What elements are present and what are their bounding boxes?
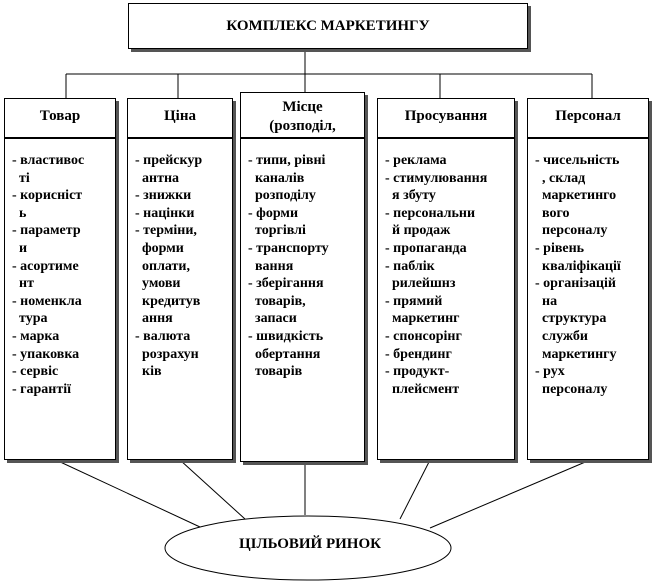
fan-line-5 — [430, 460, 590, 528]
list-item: - типи, рівні каналів розподілу — [248, 153, 326, 204]
column-head-price: Ціна — [164, 108, 196, 124]
list-item: - гарантії — [12, 381, 72, 397]
fan-line-1 — [56, 460, 200, 527]
list-item: - брендинг — [385, 346, 452, 362]
list-item: - властивос ті — [12, 153, 85, 186]
list-item: - зберігання товарів, запаси — [248, 276, 324, 327]
list-item: - валюта розрахун ків — [135, 328, 199, 380]
list-item: - пропаганда — [385, 240, 467, 256]
list-item: - знижки — [135, 188, 192, 204]
marketing-mix-title-box — [128, 3, 528, 49]
list-item: - рівень кваліфікації — [535, 240, 621, 274]
list-item: - рух персоналу — [535, 364, 608, 397]
column-list-personnel — [535, 152, 647, 398]
column-head-personnel: Персонал — [555, 108, 621, 124]
list-item: - номенкла тура — [12, 293, 82, 327]
list-item: - марка — [12, 328, 60, 344]
list-item: - сервіс — [12, 364, 59, 380]
target-market-label: ЦІЛЬОВИЙ РИНОК — [238, 536, 382, 552]
column-head-promotion: Просування — [404, 108, 488, 124]
column-list-place — [248, 152, 364, 381]
list-item: - прейскур антна — [135, 153, 203, 186]
list-item: - прямий маркетинг — [385, 293, 460, 327]
list-item: - корисніст ь — [12, 188, 83, 221]
column-head-place: Місце (розподіл, — [269, 99, 336, 134]
list-item: - транспорту вання — [248, 240, 329, 274]
list-item: - стимулювання я збуту — [385, 170, 488, 204]
list-item: - чисельність , склад маркетинго вого персоналу — [535, 153, 620, 239]
list-item: - асортиме нт — [12, 258, 79, 292]
list-item: - спонсорінг — [385, 328, 462, 344]
fan-line-2 — [180, 460, 245, 519]
list-item: - параметр и — [12, 223, 81, 256]
list-item: - націнки — [135, 205, 195, 221]
list-item: - організацій на структура служби маркетингу — [535, 276, 617, 362]
list-item: - продукт- плейсмент — [385, 364, 460, 397]
fan-line-4 — [400, 460, 430, 519]
list-item: - терміни, форми оплати, умови кредитув ання — [135, 223, 201, 327]
list-item: - форми торгівлі — [248, 205, 306, 239]
list-item: - персональни й продаж — [385, 205, 476, 239]
column-head-product: Товар — [39, 108, 81, 124]
list-item: - паблік рилейшнз — [385, 258, 456, 292]
list-item: - реклама — [385, 153, 447, 168]
column-list-product — [12, 152, 114, 398]
column-list-price — [135, 152, 231, 381]
list-item: - упаковка — [12, 346, 80, 362]
marketing-mix-title: КОМПЛЕКС МАРКЕТИНГУ — [226, 17, 430, 34]
list-item: - швидкість обертання товарів — [248, 328, 324, 380]
column-list-promotion — [385, 152, 513, 398]
